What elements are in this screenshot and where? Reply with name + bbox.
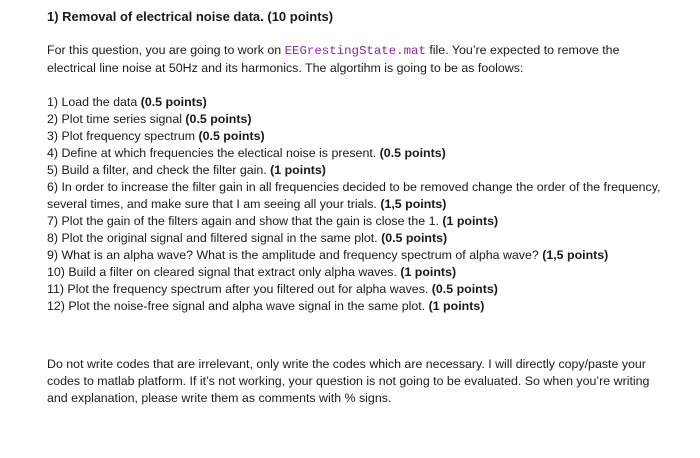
- task-item-1: [47, 94, 667, 111]
- task-item-11: [47, 281, 667, 298]
- task-points: (1 points): [428, 299, 485, 313]
- task-text: 4) Define at which frequencies the electical noise is present.: [47, 146, 380, 160]
- task-points: (0.5 points): [381, 231, 448, 245]
- question-document: [47, 8, 667, 405]
- task-text: 1) Load the data: [47, 95, 141, 109]
- task-points: (1 points): [270, 163, 326, 177]
- task-item-12: [47, 298, 667, 315]
- task-list: [47, 94, 667, 315]
- task-text: 10) Build a filter on cleared signal that extract only alpha waves.: [47, 265, 401, 279]
- task-points: (0.5 points): [198, 129, 265, 143]
- task-text: 7) Plot the gain of the filters again and show that the gain is close the 1.: [47, 214, 443, 228]
- task-item-6: [47, 179, 667, 213]
- task-item-2: [47, 111, 667, 128]
- task-text: 11) Plot the frequency spectrum after you filtered out for alpha waves.: [47, 282, 432, 296]
- task-points: (0.5 points): [140, 95, 207, 109]
- task-text: 3) Plot frequency spectrum: [47, 129, 199, 143]
- task-item-9: [47, 247, 667, 264]
- task-item-5: [47, 162, 667, 179]
- task-text: 6) In order to increase the filter gain in all frequencies decided to be removed change the order of the frequency, several times, and make sure that I am seeing all your trials.: [47, 180, 661, 211]
- task-points: (1 points): [442, 214, 499, 228]
- task-points: (1 points): [400, 265, 457, 279]
- task-text: 12) Plot the noise-free signal and alpha wave signal in the same plot.: [47, 299, 429, 313]
- task-text: 9) What is an alpha wave? What is the amplitude and frequency spectrum of alpha wave?: [47, 248, 543, 262]
- task-points: (0.5 points): [379, 146, 446, 160]
- data-filename: EEGrestingState.mat: [284, 44, 426, 58]
- task-points: (0.5 points): [431, 282, 498, 296]
- intro-text-after: file. You’re expected to remove the electrical line noise at 50Hz and its harmonics. The algortihm is going to be as foolows:: [47, 43, 620, 75]
- task-item-3: [47, 128, 667, 145]
- intro-text-before: For this question, you are going to work on: [47, 43, 285, 57]
- question-intro: [47, 42, 667, 77]
- task-item-7: [47, 213, 667, 230]
- task-text: 5) Build a filter, and check the filter gain.: [47, 163, 271, 177]
- question-heading: 1) Removal of electrical noise data. (10 points): [47, 9, 334, 24]
- task-text: 2) Plot time series signal: [47, 112, 186, 126]
- task-points: (1,5 points): [380, 197, 447, 211]
- task-text: 8) Plot the original signal and filtered signal in the same plot.: [47, 231, 382, 245]
- task-item-4: [47, 145, 667, 162]
- task-points: (0.5 points): [185, 112, 252, 126]
- task-points: (1,5 points): [542, 248, 609, 262]
- submission-note: Do not write codes that are irrelevant, only write the codes which are necessary. I will directly copy/paste your codes to matlab platform. If it’s not working, your question is not going to be evaluated. So when you’re writing and explanation, please write them as comments with % signs.: [47, 357, 650, 405]
- task-item-8: [47, 230, 667, 247]
- task-item-10: [47, 264, 667, 281]
